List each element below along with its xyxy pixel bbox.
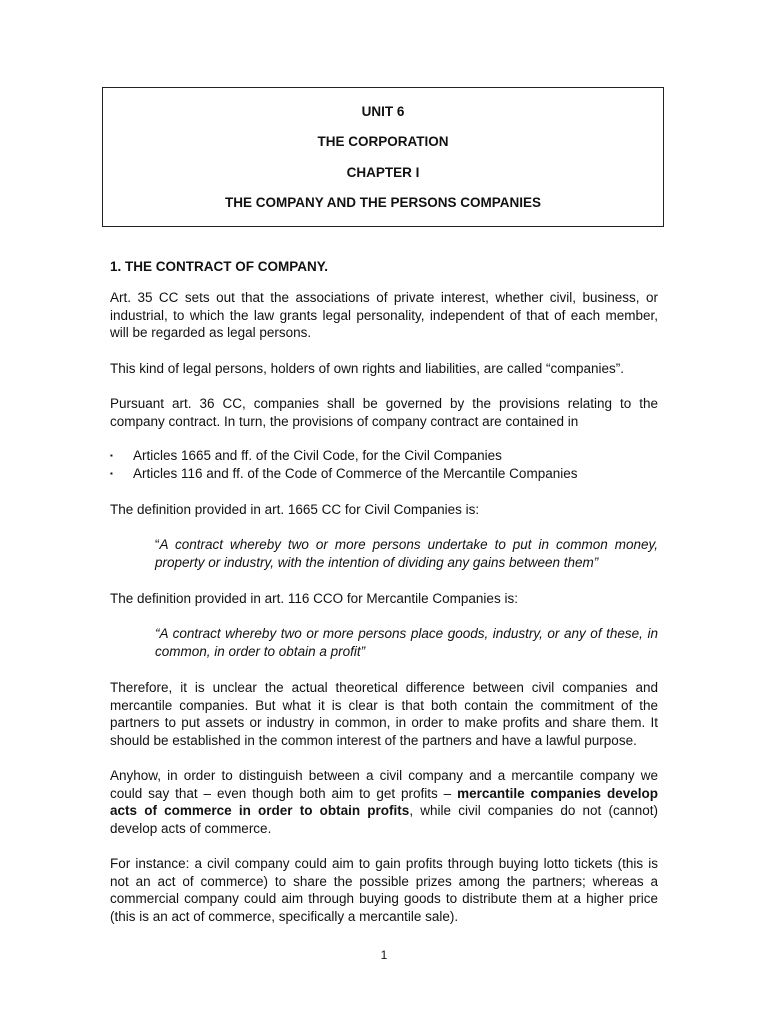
unit-label: UNIT 6 — [361, 104, 405, 119]
quote-mercantile: “A contract whereby two or more persons place goods, industry, or any of these, in common, in order to obtain a profit” — [155, 626, 658, 659]
chapter-title: THE COMPANY AND THE PERSONS COMPANIES — [224, 195, 542, 210]
section-heading: 1. THE CONTRACT OF COMPANY. — [110, 259, 329, 274]
bullet-icon: ▪ — [110, 451, 113, 460]
quote-civil-text: A contract whereby two or more persons undertake to put in common money, property or industry, with the intention of dividing any gains between them” — [155, 537, 658, 570]
paragraph-3: Pursuant art. 36 CC, companies shall be governed by the provisions relating to the company contract. In turn, the provisions of company contract are contained in — [110, 396, 658, 429]
bullet-icon: ▪ — [110, 469, 113, 478]
unit-title: THE CORPORATION — [317, 134, 449, 149]
paragraph-7 — [110, 767, 658, 837]
quote-open-mark: “ — [155, 537, 160, 552]
paragraph-8: For instance: a civil company could aim to gain profits through buying lotto tickets (this is not an act of commerce) to share the possible prizes among the partners; whereas a commercial company could aim through buying goods to distribute them at a higher price (this is an act of commerce, specifically a mercantile sale). — [110, 856, 658, 924]
paragraph-1: Art. 35 CC sets out that the associations of private interest, whether civil, business, or industrial, to which the law grants legal personality, independent of that of each member, will be regarded as legal persons. — [110, 290, 658, 341]
paragraph-4: The definition provided in art. 1665 CC for Civil Companies is: — [110, 502, 480, 517]
paragraph-2: This kind of legal persons, holders of own rights and liabilities, are called “companies”. — [110, 361, 625, 376]
chapter-label: CHAPTER I — [346, 165, 420, 180]
article-list — [110, 447, 658, 483]
paragraph-6: Therefore, it is unclear the actual theoretical difference between civil companies and mercantile companies. But what it is clear is that both contain the commitment of the partners to put assets or industry in common, in order to make profits and share them. It should be established in the common interest of the partners and have a lawful purpose. — [110, 680, 658, 748]
list-item-text: Articles 1665 and ff. of the Civil Code, for the Civil Companies — [133, 448, 502, 463]
paragraph-5: The definition provided in art. 116 CCO for Mercantile Companies is: — [110, 591, 518, 606]
list-item — [110, 447, 658, 465]
list-item — [110, 465, 658, 483]
quote-civil — [155, 536, 658, 571]
paragraph-7-end: , while civil companies do not (cannot) develop acts of commerce. — [110, 803, 659, 836]
paragraph-7-emphasis: mercantile companies develop acts of commerce in order to obtain profits — [110, 785, 658, 819]
list-item-text: Articles 116 and ff. of the Code of Commerce of the Mercantile Companies — [133, 466, 578, 481]
paragraph-7-start: Anyhow, in order to distinguish between a civil company and a mercantile company we could say that – even though both aim to get profits – — [110, 768, 658, 801]
title-box — [102, 87, 664, 227]
page-number: 1 — [380, 948, 388, 962]
